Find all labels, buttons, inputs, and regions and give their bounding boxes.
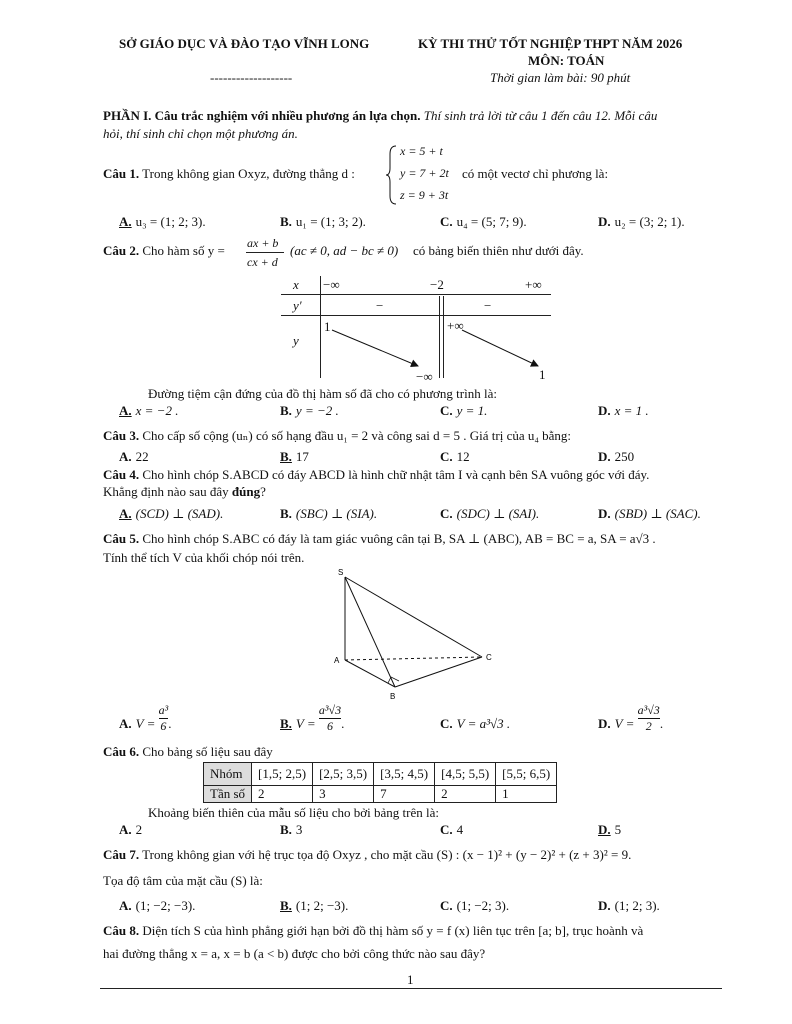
exam-title: KỲ THI THỬ TỐT NGHIỆP THPT NĂM 2026 xyxy=(418,36,683,51)
q1-option-b[interactable]: B. u₁ = (1; 3; 2). xyxy=(280,214,366,229)
dept-name: SỞ GIÁO DỤC VÀ ĐÀO TẠO VĨNH LONG xyxy=(119,36,370,51)
q4-option-a[interactable]: A. (SCD) ⊥ (SAD). xyxy=(119,506,224,521)
footer-rule xyxy=(100,988,722,989)
q2-option-c[interactable]: C. y = 1. xyxy=(440,403,488,418)
q2-stem-b: có bảng biến thiên như dưới đây. xyxy=(413,243,584,258)
table-cell: 7 xyxy=(374,786,435,803)
vt-pos-inf: +∞ xyxy=(525,277,542,292)
q7-option-c[interactable]: C. (1; −2; 3). xyxy=(440,898,510,913)
q3-option-c[interactable]: C. 12 xyxy=(440,449,470,464)
q2-denominator: cx + d xyxy=(247,255,278,269)
q1-option-d[interactable]: D. u₂ = (3; 2; 1). xyxy=(598,214,685,229)
vt-y-one-right: 1 xyxy=(539,367,546,382)
q4-option-b[interactable]: B. (SBC) ⊥ (SIA). xyxy=(280,506,378,521)
table-cell: 2 xyxy=(252,786,313,803)
table-row xyxy=(204,763,557,786)
q8-stem-1: Câu 8. Diện tích S của hình phẳng giới hạn bởi đồ thị hàm số y = f (x) liên tục trên [a; b], trục hoành và xyxy=(103,923,644,938)
q3-option-a[interactable]: A. 22 xyxy=(119,449,149,464)
table-cell: [3,5; 4,5) xyxy=(374,763,435,786)
q1-stem-b: có một vectơ chỉ phương là: xyxy=(462,166,609,181)
table-cell: [1,5; 2,5) xyxy=(252,763,313,786)
vt-y-label: y xyxy=(293,333,299,348)
q2-option-d[interactable]: D. x = 1 . xyxy=(598,403,649,418)
q2-option-a[interactable]: A. x = −2 . xyxy=(119,403,179,418)
vt-neg-inf: −∞ xyxy=(323,277,340,292)
q8-stem-2: hai đường thẳng x = a, x = b (a < b) được cho bởi công thức nào sau đây? xyxy=(103,946,486,961)
vt-x-label: x xyxy=(293,277,299,292)
q1-option-c[interactable]: C. u₄ = (5; 7; 9). xyxy=(440,214,527,229)
part1-instr2: hỏi, thí sinh chỉ chọn một phương án. xyxy=(103,126,298,141)
q5-option-c[interactable]: C. V = a³√3 . xyxy=(440,716,511,731)
table-row xyxy=(204,786,557,803)
q5-fig-label-s: S xyxy=(338,568,344,577)
q6-frequency-table xyxy=(203,762,557,803)
vt-arrows xyxy=(320,316,550,378)
q4-option-c[interactable]: C. (SDC) ⊥ (SAI). xyxy=(440,506,540,521)
q5-pyramid-figure xyxy=(330,565,500,705)
vt-y-pos-inf: +∞ xyxy=(447,318,464,333)
q6-option-b[interactable]: B. 3 xyxy=(280,822,303,837)
vt-sign-1: − xyxy=(376,298,384,313)
table-cell: 3 xyxy=(313,786,374,803)
q3-stem: Câu 3. Cho cấp số cộng (uₙ) có số hạng đầu u₁ = 2 và công sai d = 5 . Giá trị của u₄ bằng: xyxy=(103,428,572,443)
q5-stem-2: Tính thể tích V của khối chóp nói trên. xyxy=(103,550,305,565)
vt-yprime-label: y′ xyxy=(293,298,302,313)
q5-fig-label-c: C xyxy=(486,653,492,662)
q1-eq-x: x = 5 + t xyxy=(400,144,443,158)
q1-brace xyxy=(386,144,398,206)
q5-option-d[interactable]: D. V = $\frac{\text{a³√3}}{2}$ . xyxy=(598,702,664,733)
q4-stem-2: Khẳng định nào sau đây đúng? xyxy=(103,484,266,499)
part1-heading: PHẦN I. Câu trắc nghiệm với nhiều phương án lựa chọn. Thí sinh trả lời từ câu 1 đến câu 12. Mỗi câu xyxy=(103,108,658,123)
table-cell: [5,5; 6,5) xyxy=(496,763,557,786)
vt-y-neg-inf: −∞ xyxy=(416,369,433,384)
q2-question: Đường tiệm cận đứng của đồ thị hàm số đã cho có phương trình là: xyxy=(148,386,497,401)
table-cell: 1 xyxy=(496,786,557,803)
table-cell: [4,5; 5,5) xyxy=(435,763,496,786)
vt-y-one-left: 1 xyxy=(324,319,331,334)
q5-fig-label-b: B xyxy=(390,692,396,701)
q7-option-b[interactable]: B. (1; 2; −3). xyxy=(280,898,349,913)
q2-numerator: ax + b xyxy=(247,236,279,250)
q7-stem-1: Câu 7. Trong không gian với hệ trục tọa độ Oxyz , cho mặt cầu (S) : (x − 1)² + (y − 2)² + (z + 3)² = 9. xyxy=(103,847,632,862)
exam-time: Thời gian làm bài: 90 phút xyxy=(490,70,631,85)
vt-sign-2: − xyxy=(484,298,492,313)
page-number: 1 xyxy=(407,972,414,987)
q2-frac-bar xyxy=(246,252,284,253)
q5-fig-label-a: A xyxy=(334,656,340,665)
q7-option-d[interactable]: D. (1; 2; 3). xyxy=(598,898,660,913)
q3-option-b[interactable]: B. 17 xyxy=(280,449,309,464)
q1-stem: Câu 1. Trong không gian Oxyz, đường thẳng d : xyxy=(103,166,355,181)
q1-option-a[interactable]: A. u₃ = (1; 2; 3). xyxy=(119,214,206,229)
vt-minus-two: −2 xyxy=(430,277,444,292)
header-dashes: ------------------- xyxy=(210,70,293,85)
q2-condition: (ac ≠ 0, ad − bc ≠ 0) xyxy=(290,243,399,258)
table-header-cell: Nhóm xyxy=(204,763,252,786)
q7-option-a[interactable]: A. (1; −2; −3). xyxy=(119,898,196,913)
q1-eq-y: y = 7 + 2t xyxy=(400,166,449,180)
table-cell: [2,5; 3,5) xyxy=(313,763,374,786)
q4-stem-1: Câu 4. Cho hình chóp S.ABCD có đáy ABCD là hình chữ nhật tâm I và cạnh bên SA vuông góc với đáy. xyxy=(103,467,650,482)
q6-stem: Câu 6. Cho bảng số liệu sau đây xyxy=(103,744,273,759)
q2-stem-a: Câu 2. Cho hàm số y = xyxy=(103,243,225,258)
q7-stem-2: Tọa độ tâm của mặt cầu (S) là: xyxy=(103,873,263,888)
q3-option-d[interactable]: D. 250 xyxy=(598,449,635,464)
table-header-cell: Tần số xyxy=(204,786,252,803)
q5-option-a[interactable]: A. V = $\frac{\text{a³}}{6}$ . xyxy=(119,702,172,733)
subject: MÔN: TOÁN xyxy=(528,53,605,68)
q6-option-d[interactable]: D. 5 xyxy=(598,822,622,837)
q6-option-c[interactable]: C. 4 xyxy=(440,822,464,837)
table-cell: 2 xyxy=(435,786,496,803)
q5-stem-1: Câu 5. Cho hình chóp S.ABC có đáy là tam giác vuông cân tại B, SA ⊥ (ABC), AB = BC = a, SA = a√3 . xyxy=(103,531,656,546)
q2-option-b[interactable]: B. y = −2 . xyxy=(280,403,339,418)
q1-eq-z: z = 9 + 3t xyxy=(400,188,449,202)
q5-option-b[interactable]: B. V = $\frac{\text{a³√3}}{6}$ . xyxy=(280,702,345,733)
q6-question: Khoảng biến thiên của mẫu số liệu cho bởi bảng trên là: xyxy=(148,805,439,820)
q6-option-a[interactable]: A. 2 xyxy=(119,822,143,837)
q4-option-d[interactable]: D. (SBD) ⊥ (SAC). xyxy=(598,506,701,521)
